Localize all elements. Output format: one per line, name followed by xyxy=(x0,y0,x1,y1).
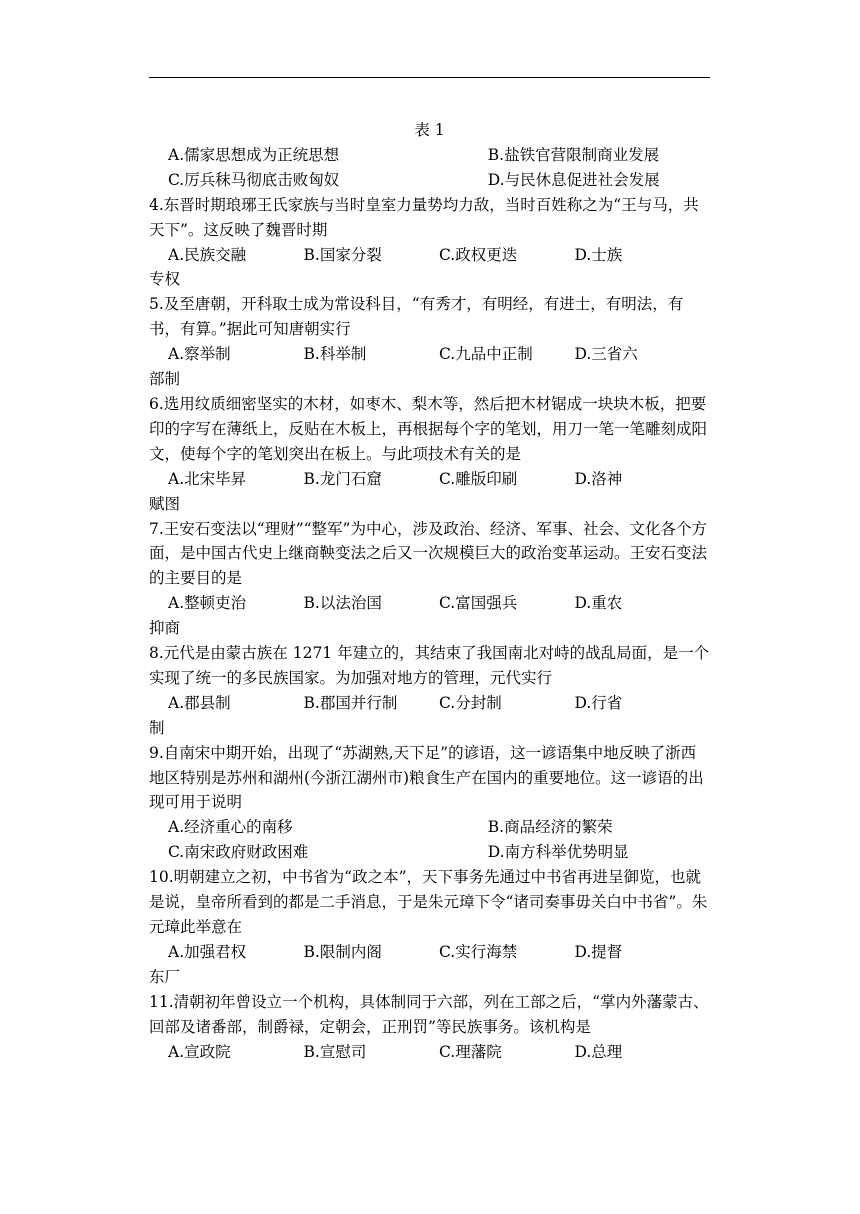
question-options xyxy=(149,1040,710,1065)
option: C.实行海禁 xyxy=(439,942,518,961)
option: D.行省 xyxy=(574,693,623,712)
option: B.宣慰司 xyxy=(303,1042,367,1061)
option: C.理藩院 xyxy=(439,1042,502,1061)
question-8 xyxy=(149,641,710,741)
header-rule xyxy=(149,77,710,78)
option: C.雕版印刷 xyxy=(439,469,518,488)
table-caption: 表 1 xyxy=(414,121,445,139)
question-options xyxy=(149,467,710,492)
question-options xyxy=(149,940,710,965)
option-continuation: 赋图 xyxy=(149,494,181,513)
option: D.总理 xyxy=(574,1042,623,1061)
question-options xyxy=(149,591,710,616)
option: A.经济重心的南移 xyxy=(168,818,293,837)
question-stem: 9.自南宋中期开始，出现了“苏湖熟,天下足”的谚语，这一谚语集中地反映了浙西地区特别是苏州和湖州(今浙江湖州市)粮食生产在国内的重要地位。这一谚语的出现可用于说明 xyxy=(149,743,704,812)
option-continuation: 专权 xyxy=(149,270,181,289)
question-options xyxy=(149,342,710,367)
question-11 xyxy=(149,990,710,1065)
q3-options xyxy=(149,143,710,193)
option: B.科举制 xyxy=(303,345,367,364)
question-options xyxy=(149,243,710,268)
option: B.盐铁官营限制商业发展 xyxy=(487,145,660,164)
question-options xyxy=(149,815,710,865)
question-stem: 7.王安石变法以“理财”“整军”为中心，涉及政治、经济、军事、社会、文化各个方面，是中国古代史上继商鞅变法之后又一次规模巨大的政治变革运动。王安石变法的主要目的是 xyxy=(149,519,708,588)
option: B.龙门石窟 xyxy=(303,469,382,488)
question-4 xyxy=(149,193,710,293)
option: A.儒家思想成为正统思想 xyxy=(168,145,340,164)
option: A.郡县制 xyxy=(168,693,231,712)
option: A.民族交融 xyxy=(168,245,247,264)
option: D.三省六 xyxy=(574,345,638,364)
question-stem: 10.明朝建立之初，中书省为“政之本”，天下事务先通过中书省再进呈御览，也就是说，皇帝所看到的都是二手消息，于是朱元璋下令“诸司奏事毋关白中书省”。朱元璋此举意在 xyxy=(149,868,708,936)
option: B.以法治国 xyxy=(303,594,382,613)
option: D.与民休息促进社会发展 xyxy=(487,170,660,189)
option: A.北宋毕昇 xyxy=(168,469,247,488)
question-stem: 11.清朝初年曾设立一个机构，具体制同于六部，列在工部之后，“掌内外藩蒙古、回部及诸番部，制爵禄，定朝会，正刑罚”等民族事务。该机构是 xyxy=(149,992,709,1036)
option: C.九品中正制 xyxy=(439,345,533,364)
option: C.富国强兵 xyxy=(439,594,518,613)
option-continuation: 制 xyxy=(149,718,165,737)
option: A.察举制 xyxy=(168,345,231,364)
question-7 xyxy=(149,517,710,642)
option-continuation: 东厂 xyxy=(149,967,181,986)
option: D.重农 xyxy=(574,594,623,613)
option: B.郡国并行制 xyxy=(303,693,398,712)
option: B.国家分裂 xyxy=(303,245,382,264)
option: A.整顿吏治 xyxy=(168,594,247,613)
question-9 xyxy=(149,741,710,866)
option: C.政权更迭 xyxy=(439,245,518,264)
option: B.限制内阁 xyxy=(303,942,382,961)
option: D.士族 xyxy=(574,245,623,264)
option: A.加强君权 xyxy=(168,942,247,961)
question-5 xyxy=(149,292,710,392)
question-stem: 6.选用纹质细密坚实的木材，如枣木、梨木等，然后把木材锯成一块块木板，把要印的字写在薄纸上，反贴在木板上，再根据每个字的笔划，用刀一笔一笔雕刻成阳文，使每个字的笔划突出在板上。与此项技术有关的是 xyxy=(149,394,708,463)
option: C.厉兵秣马彻底击败匈奴 xyxy=(168,170,340,189)
option-continuation: 部制 xyxy=(149,370,181,389)
question-options xyxy=(149,691,710,716)
question-stem: 8.元代是由蒙古族在 1271 年建立的，其结束了我国南北对峙的战乱局面，是一个实现了统一的多民族国家。为加强对地方的管理，元代实行 xyxy=(149,644,710,687)
option: A.宣政院 xyxy=(168,1042,231,1061)
option: D.洛神 xyxy=(574,469,623,488)
option: D.南方科举优势明显 xyxy=(487,843,629,862)
exam-content xyxy=(149,118,710,1064)
option: C.分封制 xyxy=(439,693,502,712)
question-stem: 4.东晋时期琅琊王氏家族与当时皇室力量势均力敌，当时百姓称之为“王与马，共天下”。这反映了魏晋时期 xyxy=(149,195,699,239)
question-stem: 5.及至唐朝，开科取士成为常设科目，“有秀才，有明经，有进士，有明法，有书，有算。”据此可知唐朝实行 xyxy=(149,295,684,339)
option-continuation: 抑商 xyxy=(149,619,181,638)
option: D.提督 xyxy=(574,942,623,961)
option: B.商品经济的繁荣 xyxy=(487,818,613,837)
option: C.南宋政府财政困难 xyxy=(168,843,309,862)
question-6 xyxy=(149,392,710,517)
question-10 xyxy=(149,865,710,990)
